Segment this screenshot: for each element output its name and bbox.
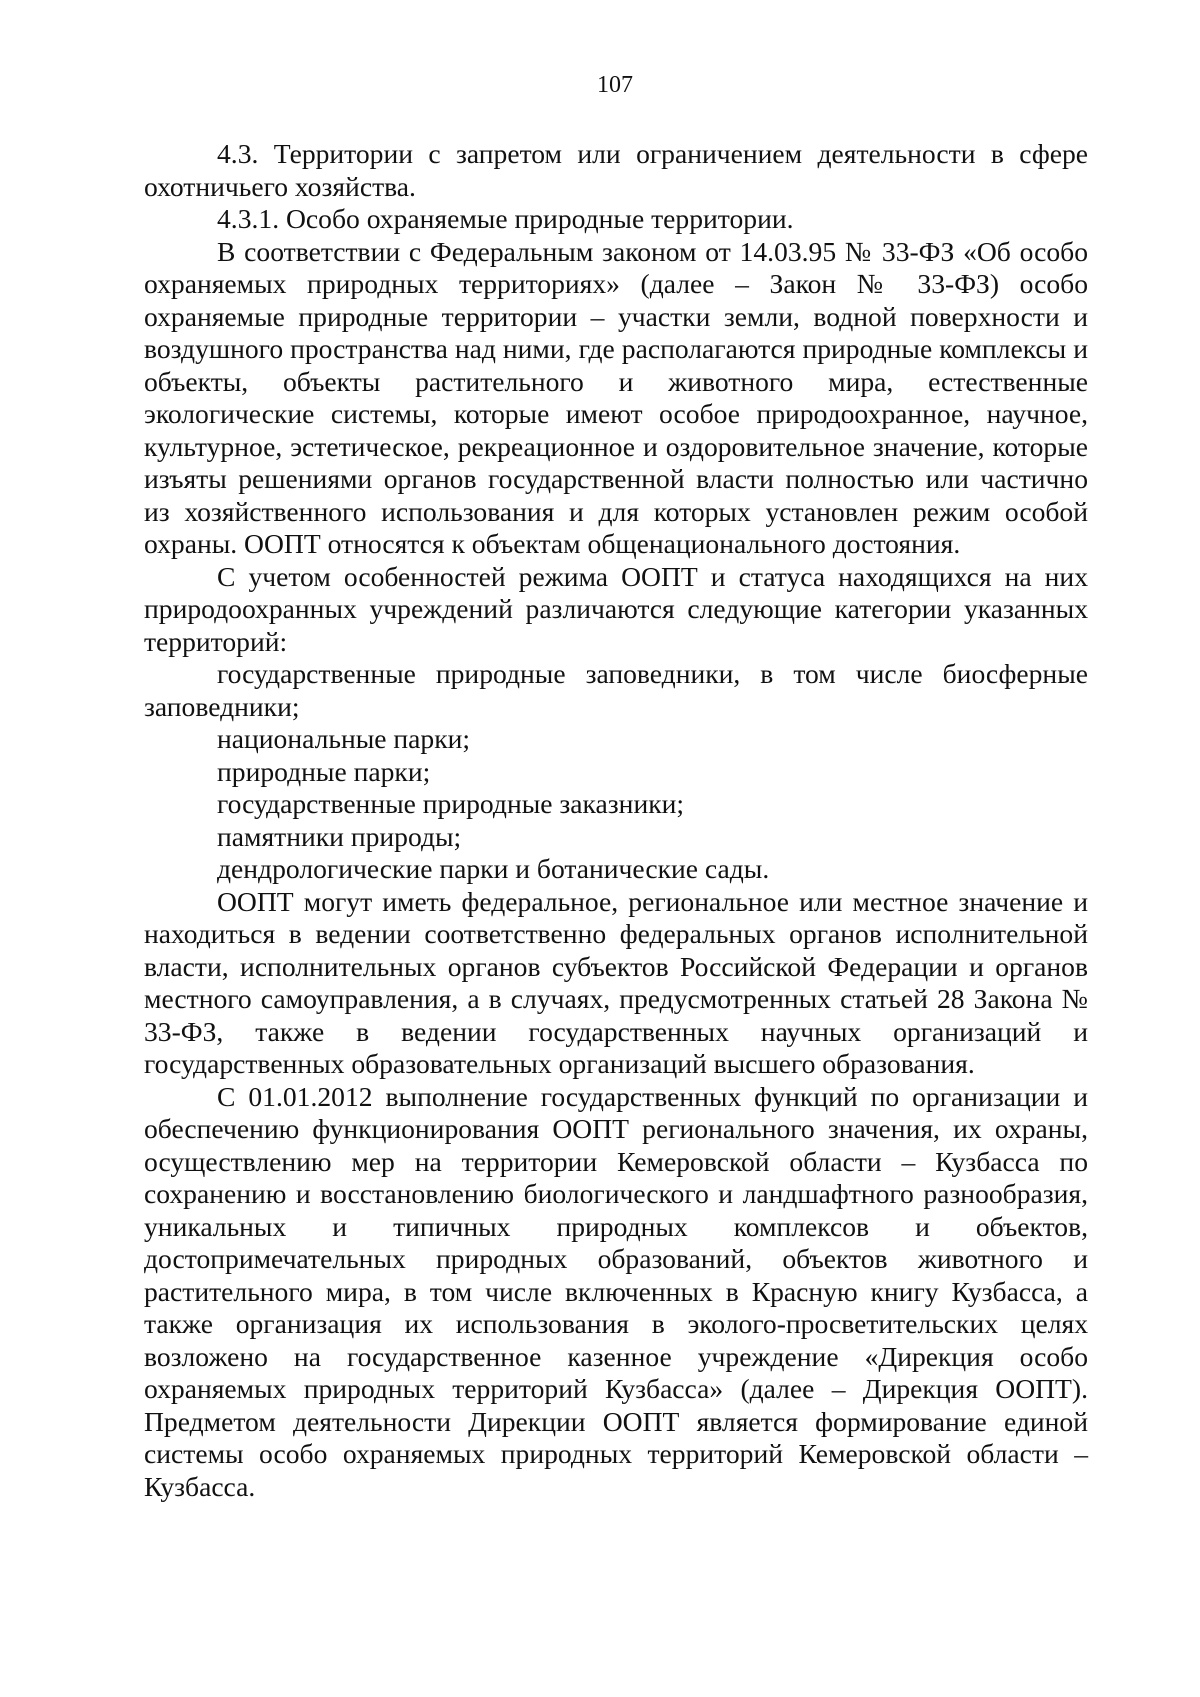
list-item-reserves: государственные природные заповедники, в том числе биосферные заповедники; [144, 658, 1088, 722]
page-number: 107 [597, 72, 633, 98]
paragraph-significance: ООПТ могут иметь федеральное, региональное или местное значение и находиться в ведении соответственно федеральных органов исполнительной власти, исполнительных органов субъектов Российской Федерации и органов местного самоуправления, а в случаях, предусмотренных статьей 28 Закона № 33-ФЗ, также в ведении государственных научных организаций и государственных образовательных организаций высшего образования. [144, 885, 1088, 1079]
section-heading-4-3-1: 4.3.1. Особо охраняемые природные территории. [217, 203, 794, 234]
list-item-natural-monuments: памятники природы; [217, 820, 462, 852]
paragraph-directorate: С 01.01.2012 выполнение государственных функций по организации и обеспечению функционирования ООПТ регионального значения, их охраны, осуществлению мер на территории Кемеровской области – Кузбасса по сохранению и восстановлению биологического и ландшафтного разнообразия, уникальных и типичных природных комплексов и объектов, достопримечательных природных образований, объектов животного и растительного мира, в том числе включенных в Красную книгу Кузбасса, а также организация их использования в эколого-просветительских целях возложено на государственное казенное учреждение «Дирекция особо охраняемых природных территорий Кузбасса» (далее – Дирекция ООПТ). Предметом деятельности Дирекции ООПТ является формирование единой системы особо охраняемых природных территорий Кемеровской области – Кузбасса. [144, 1080, 1088, 1502]
list-item-wildlife-refuges: государственные природные заказники; [217, 788, 685, 819]
list-item-nature-parks: природные парки; [217, 755, 431, 787]
paragraph-definition: В соответствии с Федеральным законом от 14.03.95 № 33-ФЗ «Об особо охраняемых природных территориях» (далее – Закон № 33-ФЗ) особо охраняемые природные территории – участки земли, водной поверхности и воздушного пространства над ними, где располагаются природные комплексы и объекты, объекты растительного и животного мира, естественные экологические системы, которые имеют особое природоохранное, научное, культурное, эстетическое, рекреационное и оздоровительное значение, которые изъяты решениями органов государственной власти полностью или частично из хозяйственного использования и для которых установлен режим особой охраны. ООПТ относятся к объектам общенационального достояния. [144, 235, 1088, 559]
list-item-national-parks: национальные парки; [217, 723, 471, 754]
document-body [144, 138, 1088, 1503]
list-item-botanical-gardens: дендрологические парки и ботанические сады. [217, 853, 770, 884]
section-heading-4-3: 4.3. Территории с запретом или ограничением деятельности в сфере охотничьего хозяйства. [144, 138, 1088, 202]
paragraph-categories-intro: С учетом особенностей режима ООПТ и статуса находящихся на них природоохранных учреждений различаются следующие категории указанных территорий: [144, 560, 1088, 657]
